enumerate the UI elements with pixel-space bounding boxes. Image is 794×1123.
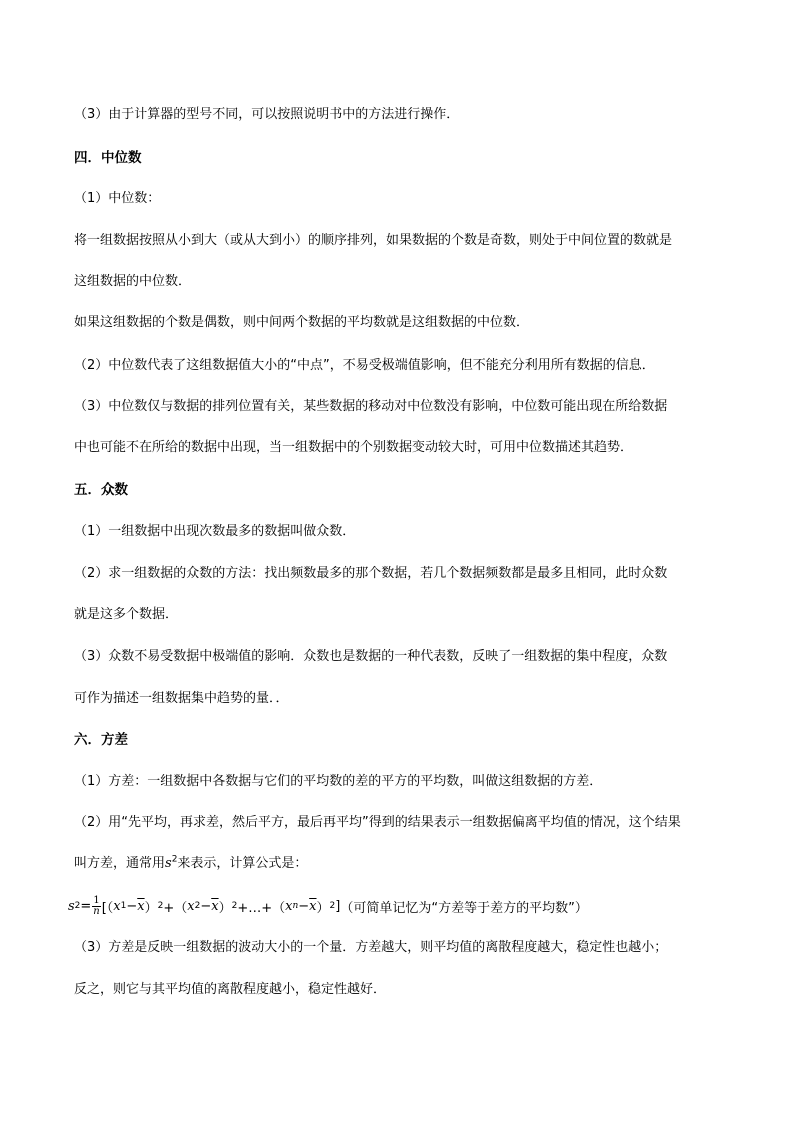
text-fragment: 来表示，计算公式是：: [177, 856, 308, 871]
fraction-1-over-n: [92, 896, 100, 917]
symbol-s: s: [68, 898, 75, 914]
text-line: 反之，则它与其平均值的离散程度越小，稳定性越好．: [74, 982, 387, 997]
symbol-x-bar: $\overline{x}$: [309, 898, 317, 914]
formula-note: （可简单记忆为“方差等于差方的平均数”）: [340, 900, 588, 916]
text-line: 这组数据的中位数．: [74, 274, 192, 289]
fraction-denominator: n: [93, 905, 100, 917]
paren-close: ）: [144, 900, 158, 916]
text-line: （3）由于计算器的型号不同，可以按照说明书中的方法进行操作．: [74, 107, 460, 122]
text-line: （1）中位数：: [74, 191, 161, 206]
text-line: （1）方差：一组数据中各数据与它们的平均数的差的平方的平均数，叫做这组数据的方差．: [74, 774, 603, 789]
text-line: （2）求一组数据的众数的方法：找出频数最多的那个数据，若几个数据频数都是最多且相同，此时众数: [74, 566, 668, 581]
text-line: （3）众数不易受数据中极端值的影响．众数也是数据的一种代表数，反映了一组数据的集中程度，众数: [74, 649, 668, 664]
symbol-x: x: [113, 898, 121, 914]
minus: −: [126, 898, 138, 914]
paren-close: ）: [218, 900, 232, 916]
text-line: （2）用“先平均，再求差，然后平方，最后再平均”得到的结果表示一组数据偏离平均值的情况，这个结果: [74, 815, 681, 830]
minus: −: [298, 898, 310, 914]
variance-formula: s 2 = $\frac{1}{n}$ [（ x 1 − $\overline{x}$ ） 2 +（ x 2 − $\overline{x}$ ） 2 +…+（ x n − $\overline{x}$ ） 2 ] （可简单记忆为“方差等于差方的平均数”）: [68, 894, 588, 917]
text-line-s2: [74, 855, 734, 873]
symbol-x-bar: $\overline{x}$: [211, 898, 219, 914]
text-line: （2）中位数代表了这组数据值大小的“中点”，不易受极端值影响，但不能充分利用所有数据的信息．: [74, 358, 655, 373]
text-line: 就是这多个数据．: [74, 607, 179, 622]
paren-close: ）: [316, 900, 330, 916]
text-line: 中也可能不在所给的数据中出现，当一组数据中的个别数据变动较大时，可用中位数描述其趋势．: [74, 440, 634, 455]
minus: −: [200, 898, 212, 914]
bracket-close: ]: [335, 898, 341, 914]
plus-open: +（: [163, 900, 188, 916]
bracket-open: [（: [101, 900, 114, 916]
section-heading-median: 四．中位数: [74, 150, 142, 166]
superscript: 2: [171, 854, 178, 865]
equals: =: [80, 898, 92, 914]
text-line: 将一组数据按照从小到大（或从大到小）的顺序排列，如果数据的个数是奇数，则处于中间位置的数就是: [74, 233, 673, 248]
text-line: 可作为描述一组数据集中趋势的量．．: [74, 691, 289, 706]
text-line: （1）一组数据中出现次数最多的数据叫做众数．: [74, 524, 356, 539]
symbol-x: x: [285, 898, 293, 914]
text-fragment: 叫方差，通常用: [74, 856, 166, 871]
fraction-numerator: 1: [93, 894, 100, 906]
section-heading-variance: 六．方差: [74, 732, 128, 748]
symbol-x-bar: $\overline{x}$: [137, 898, 145, 914]
section-heading-mode: 五．众数: [74, 482, 128, 498]
symbol-s: s: [165, 856, 172, 871]
symbol-x: x: [187, 898, 195, 914]
text-line: （3）方差是反映一组数据的波动大小的一个量．方差越大，则平均值的离散程度越大，稳定性也越小；: [74, 940, 668, 955]
plus-dots: +…+（: [237, 900, 286, 916]
text-line: 如果这组数据的个数是偶数，则中间两个数据的平均数就是这组数据的中位数．: [74, 315, 530, 330]
text-line: （3）中位数仅与数据的排列位置有关，某些数据的移动对中位数没有影响，中位数可能出现在所给数据: [74, 399, 668, 414]
